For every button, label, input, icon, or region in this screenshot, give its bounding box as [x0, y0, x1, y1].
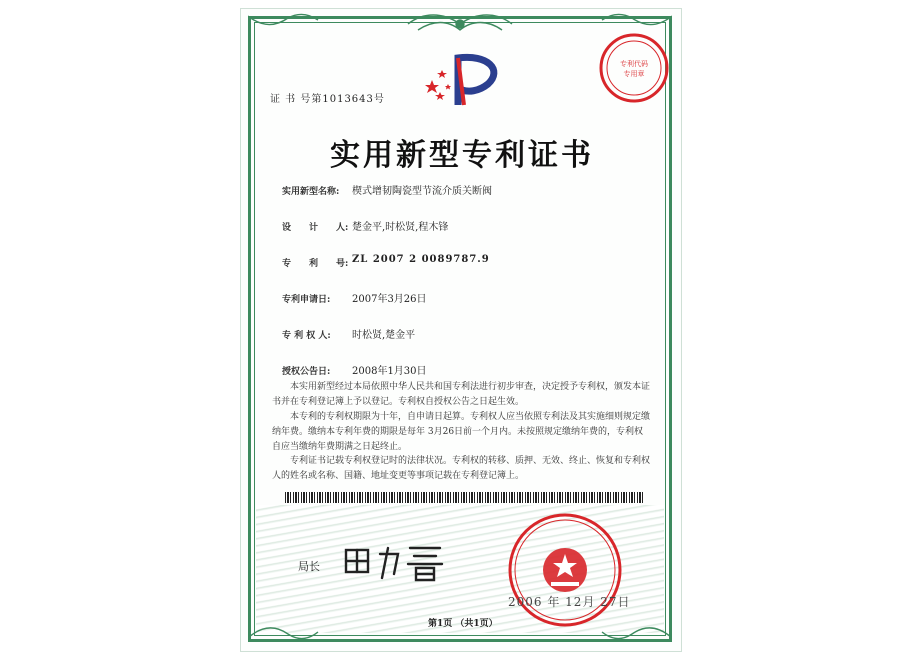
paragraph-term: 本专利的专利权期限为十年，自申请日起算。专利权人应当依照专利法及其实施细则规定缴纳年费。缴纳本专利年费的期限是每年 3月26日前一个月内。未按照规定缴纳年费的，专利权自应当缴纳年费期满之日起终止。: [272, 412, 651, 452]
field-value-designer: 楚金平,时松贤,程木锋: [352, 222, 449, 233]
national-seal: [505, 510, 625, 630]
svg-text:专用章: 专用章: [623, 70, 645, 78]
director-label: 局长: [298, 560, 320, 573]
certificate-title: 实用新型专利证书: [330, 138, 594, 173]
field-value-patentee: 时松贤,楚金平: [352, 330, 416, 341]
field-value-grant-date: 2008年1月30日: [352, 366, 427, 377]
issue-date: 2006 年 12月 27日: [508, 595, 631, 609]
svg-text:专利代码: 专利代码: [620, 60, 648, 68]
field-value-application-date: 2007年3月26日: [352, 294, 427, 305]
patent-office-logo: [418, 50, 508, 110]
field-value-name: 楔式增韧陶瓷型节流介质关断阀: [352, 186, 492, 197]
paragraph-grant: 本实用新型经过本局依照中华人民共和国专利法进行初步审查，决定授予专利权，颁发本证书并在专利登记簿上予以登记。专利权自授权公告之日起生效。: [272, 382, 651, 407]
top-right-seal: [596, 30, 672, 106]
paragraph-status: 专利证书记载专利权登记时的法律状况。专利权的转移、质押、无效、终止、恢复和专利权人的姓名或名称、国籍、地址变更等事项记载在专利登记簿上。: [272, 456, 651, 481]
field-value-patent-number: ZL 2007 2 0089787.9: [352, 254, 490, 265]
page-number: 第1页 （共1页）: [428, 619, 498, 629]
field-label-patentee: 专 利 权 人:: [282, 331, 331, 341]
certificate-number: 证 书 号第1013643号: [270, 94, 385, 105]
field-label-grant-date: 授权公告日:: [282, 367, 331, 377]
field-label-designer: 设 计 人:: [282, 223, 349, 233]
barcode: [285, 492, 645, 503]
director-signature: [340, 540, 450, 584]
field-label-application-date: 专利申请日:: [282, 295, 331, 305]
field-label-name: 实用新型名称:: [282, 187, 340, 197]
field-label-patent-number: 专 利 号:: [282, 259, 349, 269]
